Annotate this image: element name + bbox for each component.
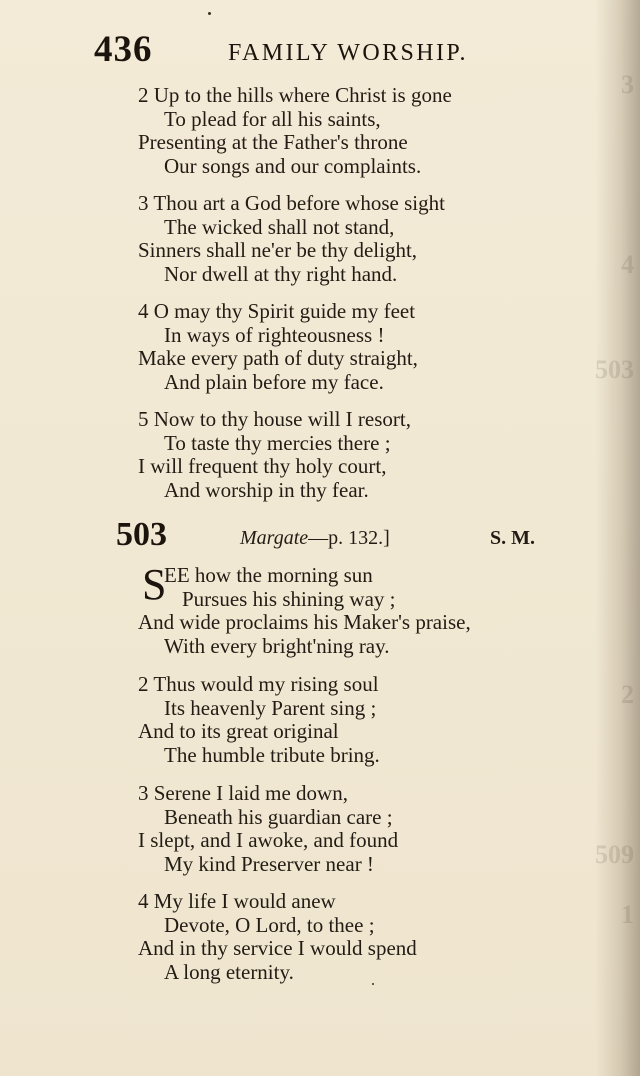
hymn-503-stanza-1 xyxy=(138,560,578,658)
verse-line: With every bright'ning ray. xyxy=(164,633,390,658)
verse-line: 2 Thus would my rising soul xyxy=(138,672,379,696)
verse-line: To plead for all his saints, xyxy=(164,106,381,131)
verse-line: 2 Up to the hills where Christ is gone xyxy=(138,83,452,107)
stanza-2 xyxy=(138,84,578,178)
bleed-through-mark: 4 xyxy=(621,250,634,279)
verse-line: My kind Preserver near ! xyxy=(164,851,374,876)
verse-line: 3 Serene I laid me down, xyxy=(138,781,348,805)
stanza-3 xyxy=(138,192,578,286)
hymn-503-stanza-3 xyxy=(138,782,578,876)
verse-line: EE how the morning sun xyxy=(164,563,373,587)
page-number: 436 xyxy=(94,29,153,70)
drop-cap: S xyxy=(142,560,167,609)
verse-line: Beneath his guardian care ; xyxy=(164,804,393,829)
tune-name: Margate xyxy=(240,527,309,549)
bleed-through-mark: 509 xyxy=(595,840,634,869)
verse-line: And to its great original xyxy=(138,719,339,743)
hymn-number: 503 xyxy=(116,516,167,553)
verse-line: I slept, and I awoke, and found xyxy=(138,828,399,852)
verse-line: 5 Now to thy house will I resort, xyxy=(138,407,411,431)
verse-line: Its heavenly Parent sing ; xyxy=(164,695,377,720)
hymn-heading xyxy=(116,516,566,556)
verse-line: Our songs and our complaints. xyxy=(164,153,422,178)
verse-line: I will frequent thy holy court, xyxy=(138,454,387,478)
verse-line: Devote, O Lord, to thee ; xyxy=(164,912,375,937)
bleed-through-mark: 3 xyxy=(621,70,634,99)
verse-line: And wide proclaims his Maker's praise, xyxy=(138,610,471,634)
verse-line: To taste thy mercies there ; xyxy=(164,430,391,455)
verse-line: In ways of righteousness ! xyxy=(164,322,385,347)
verse-line: The humble tribute bring. xyxy=(164,742,380,767)
verse-line: Pursues his shining way ; xyxy=(182,586,396,611)
bleed-through-mark: 1 xyxy=(621,900,634,929)
page-header xyxy=(94,28,514,76)
stanza-5 xyxy=(138,408,578,502)
verse-line: The wicked shall not stand, xyxy=(164,214,395,239)
ink-speck xyxy=(208,12,211,15)
hymn-503-stanza-4 xyxy=(138,890,578,984)
verse-line: 3 Thou art a God before whose sight xyxy=(138,191,445,215)
verse-line: Presenting at the Father's throne xyxy=(138,130,408,154)
stanza-4 xyxy=(138,300,578,394)
bleed-through-mark: 2 xyxy=(621,680,634,709)
verse-line: Make every path of duty straight, xyxy=(138,346,418,370)
bleed-through-mark: 503 xyxy=(595,355,634,384)
verse-line: Nor dwell at thy right hand. xyxy=(164,261,398,286)
hymn-503-stanza-2 xyxy=(138,673,578,767)
verse-line: 4 My life I would anew xyxy=(138,889,336,913)
verse-line: A long eternity. xyxy=(164,959,294,984)
verse-line: Sinners shall ne'er be thy delight, xyxy=(138,238,418,262)
verse-line: And plain before my face. xyxy=(164,369,384,394)
running-head: FAMILY WORSHIP. xyxy=(228,40,468,66)
tune-page-ref: —p. 132.] xyxy=(308,527,390,549)
verse-line: And in thy service I would spend xyxy=(138,936,417,960)
verse-line: 4 O may thy Spirit guide my feet xyxy=(138,299,416,323)
meter: S. M. xyxy=(490,527,535,549)
verse-line: And worship in thy fear. xyxy=(164,477,369,502)
tune-reference xyxy=(240,527,390,550)
